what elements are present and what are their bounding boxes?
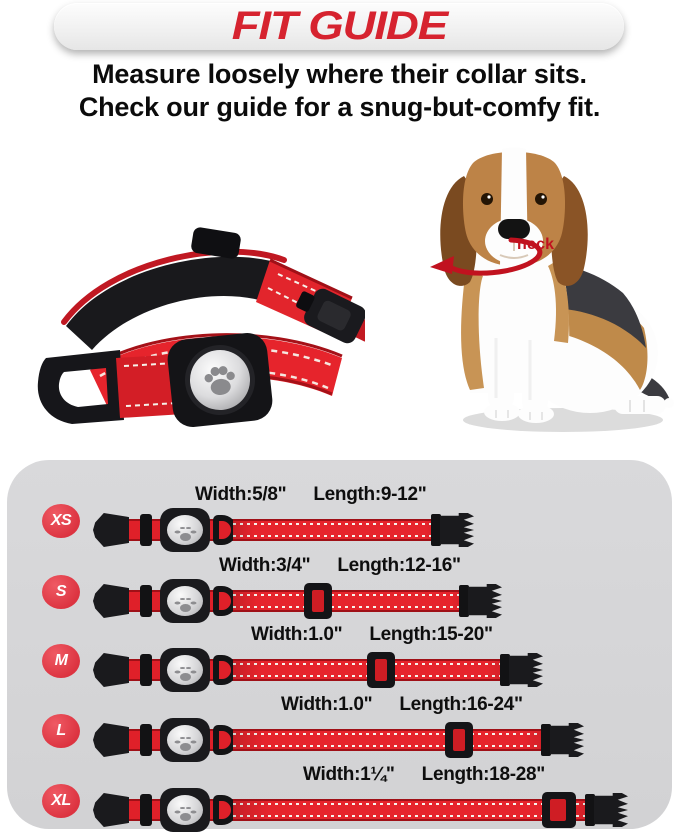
size-row-xl [7, 764, 672, 834]
dog-photo [378, 138, 678, 438]
spec-length-label: Length:9-12" [313, 484, 427, 505]
collar-graphic-xl [93, 788, 628, 832]
spec-width-label: Width:1.0" [251, 624, 343, 645]
collar-d-ring [38, 350, 124, 424]
size-spec-xl [303, 764, 545, 786]
collar-slider [445, 722, 473, 758]
spec-width-label: Width:1.0" [281, 694, 373, 715]
page-title: FIT GUIDE [231, 4, 447, 48]
collar-buckle-left [93, 723, 129, 757]
collar-strap [233, 729, 556, 751]
collar-loop [140, 514, 152, 546]
collar-graphic-s [93, 579, 502, 623]
size-row-m [7, 624, 672, 694]
spec-length-label: Length:15-20" [369, 624, 493, 645]
airtag-holder [160, 648, 210, 692]
size-badge-l: L [42, 714, 80, 748]
collar-buckle-right [509, 653, 543, 687]
airtag-holder [160, 579, 210, 623]
spec-width-label: Width:1¼" [303, 764, 395, 785]
size-row-xs [7, 484, 672, 554]
spec-length-label: Length:12-16" [337, 555, 461, 576]
size-spec-l [281, 694, 523, 716]
airtag-holder [160, 788, 210, 832]
size-badge-m: M [42, 644, 80, 678]
collar-endbar [541, 724, 551, 756]
collar-buckle-left [93, 513, 129, 547]
fit-guide-banner [54, 3, 624, 50]
collar-slider [304, 583, 332, 619]
collar-loop [140, 794, 152, 826]
size-badge-s: S [42, 575, 80, 609]
paw-print-icon [180, 533, 191, 541]
collar-slider [542, 792, 576, 828]
intro-line-2: Check our guide for a snug-but-comfy fit. [78, 92, 601, 122]
size-badge-xs: XS [42, 504, 80, 538]
airtag-holder [160, 508, 210, 552]
collar-loop [140, 654, 152, 686]
paw-print-icon [180, 813, 191, 821]
airtag-holder [166, 331, 275, 429]
spec-length-label: Length:18-28" [421, 764, 545, 785]
collar-buckle-right [468, 584, 502, 618]
collar-graphic-m [93, 648, 543, 692]
collar-endbar [459, 585, 469, 617]
collar-strap [233, 590, 474, 612]
size-row-l [7, 694, 672, 764]
paw-print-icon [180, 604, 191, 612]
collar-graphic-xs [93, 508, 474, 552]
spec-width-label: Width:3/4" [219, 555, 311, 576]
collar-loop [140, 585, 152, 617]
spec-length-label: Length:16-24" [399, 694, 523, 715]
collar-loop [140, 724, 152, 756]
collar-buckle-left [93, 793, 129, 827]
collar-strap [233, 519, 446, 541]
size-guide-panel [7, 460, 672, 829]
size-spec-s [219, 555, 461, 577]
paw-print-icon [180, 673, 191, 681]
intro-text [0, 58, 679, 124]
neck-label: neck [517, 236, 555, 253]
collar-buckle-right [440, 513, 474, 547]
collar-graphic-l [93, 718, 584, 762]
collar-buckle-left [93, 584, 129, 618]
size-badge-xl: XL [42, 784, 80, 818]
collar-endbar [431, 514, 441, 546]
size-spec-m [251, 624, 493, 646]
size-spec-xs [195, 484, 426, 506]
size-row-s [7, 555, 672, 625]
airtag-holder [160, 718, 210, 762]
collar-endbar [500, 654, 510, 686]
collar-buckle-left [93, 653, 129, 687]
paw-print-icon [180, 743, 191, 751]
collar-buckle-right [550, 723, 584, 757]
collar-product-photo [30, 218, 365, 438]
collar-slider [367, 652, 395, 688]
spec-width-label: Width:5/8" [195, 484, 287, 505]
collar-endbar [585, 794, 595, 826]
collar-buckle-right [594, 793, 628, 827]
intro-line-1: Measure loosely where their collar sits. [92, 59, 587, 89]
